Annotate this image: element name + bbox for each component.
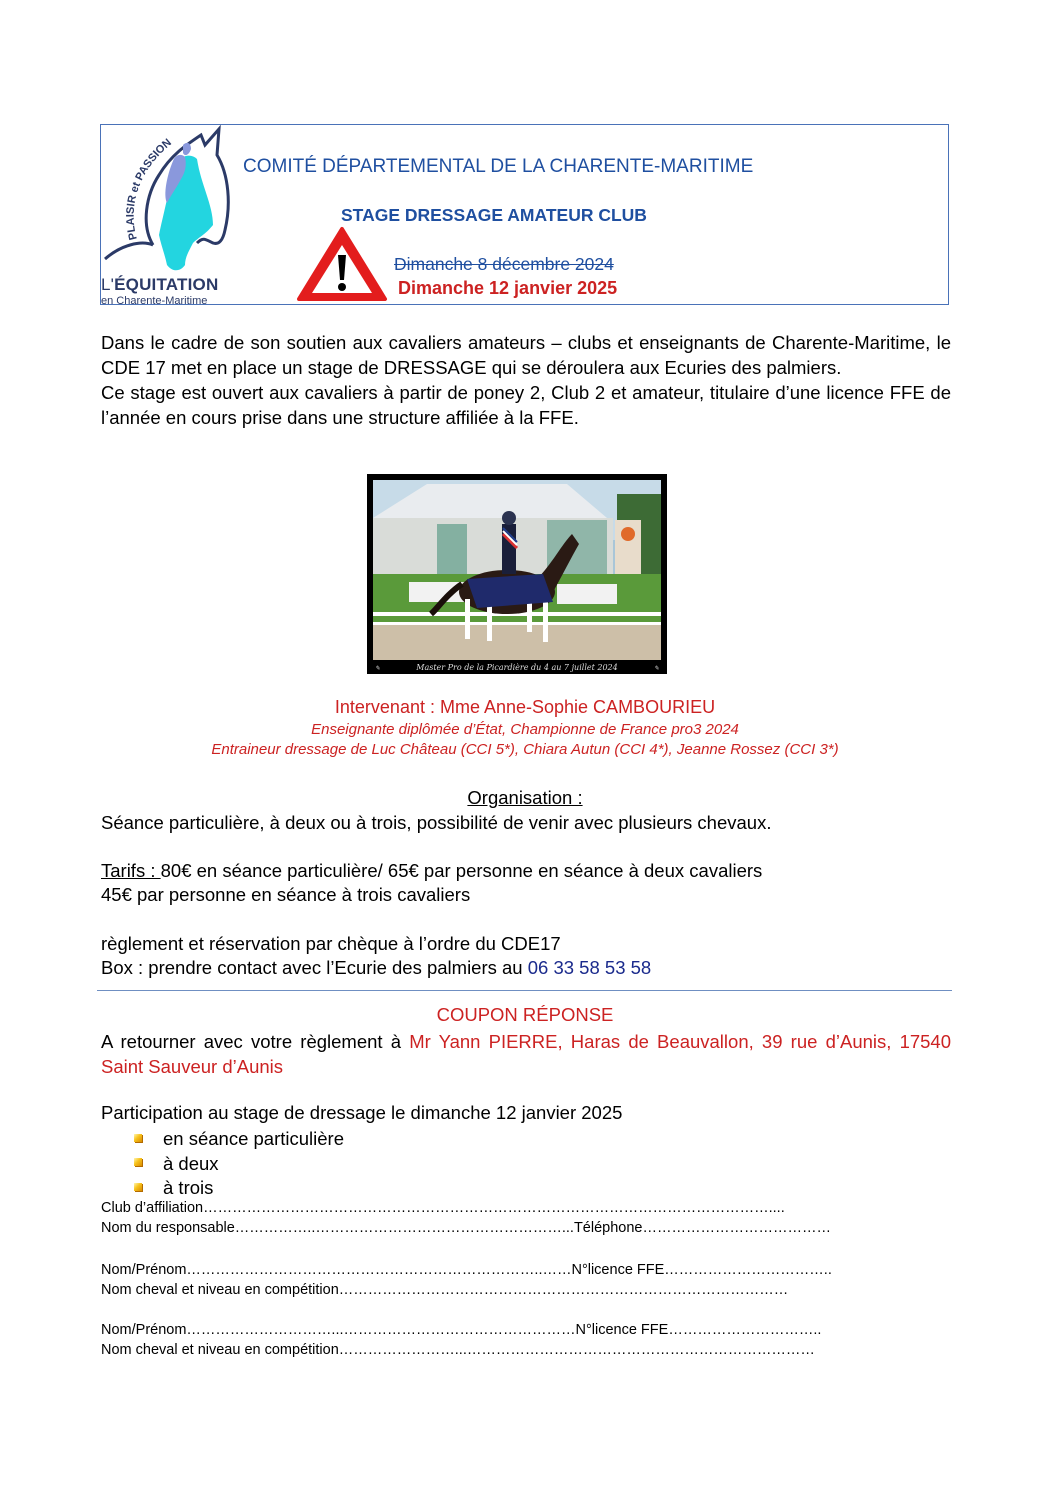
- return-text: A retourner avec votre règlement à: [101, 1031, 410, 1052]
- option-particuliere[interactable]: [134, 1127, 344, 1152]
- organisation-title: Organisation :: [467, 787, 583, 808]
- participation-text: Participation au stage de dressage le dimanche 12 janvier 2025: [101, 1102, 623, 1123]
- return-address: Mr Yann PIERRE, Haras de Beauvallon, 39 rue d’Aunis, 17540 Saint Sauveur d’Aunis: [101, 1031, 952, 1077]
- coupon-divider: [97, 990, 952, 991]
- old-date: Dimanche 8 décembre 2024: [394, 254, 614, 274]
- field-nom-prenom-2[interactable]: Nom/Prénom…………………………...…………………………………………N°licence FFE…………………………..: [101, 1322, 822, 1338]
- option-label: à deux: [163, 1152, 219, 1174]
- tarifs-text-1: 80€ en séance particulière/ 65€ par personne en séance à deux cavaliers: [160, 860, 763, 881]
- logo-arc-text: PLAISIR et PASSION: [124, 136, 174, 242]
- header-box: [100, 124, 949, 305]
- logo-title-main: ÉQUITATION: [114, 275, 219, 294]
- tarifs-label: Tarifs :: [101, 860, 161, 881]
- bullet-icon: [134, 1134, 142, 1142]
- intro-text: [101, 330, 951, 430]
- speaker-credential: Enseignante diplômée d’État, Championne de France pro3 2024: [311, 721, 739, 738]
- new-date: Dimanche 12 janvier 2025: [398, 278, 618, 298]
- option-deux[interactable]: [134, 1152, 344, 1177]
- warning-icon: [295, 225, 389, 303]
- horse-head-icon: [101, 125, 241, 275]
- logo-title-prefix: L': [101, 275, 115, 294]
- payment-text: règlement et réservation par chèque à l’ordre du CDE17: [101, 933, 561, 954]
- coupon-title: COUPON RÉPONSE: [436, 1004, 614, 1025]
- box-line: [101, 957, 651, 979]
- field-nom-prenom-1[interactable]: Nom/Prénom………………………………………………………………..……N°licence FFE……………………………..: [101, 1262, 832, 1278]
- logo: [101, 125, 241, 305]
- option-label: à trois: [163, 1177, 214, 1199]
- logo-title: [101, 275, 218, 295]
- field-responsable[interactable]: Nom du responsable……………..……………………………………………...Téléphone…………………………………: [101, 1220, 831, 1236]
- organisation-text: Séance particulière, à deux ou à trois, possibilité de venir avec plusieurs chevaux.: [101, 812, 772, 833]
- field-club[interactable]: Club d’affiliation………………………………………………………………………………………………………....: [101, 1200, 785, 1216]
- option-label: en séance particulière: [163, 1128, 344, 1150]
- tarifs-line-2: 45€ par personne en séance à trois cavaliers: [101, 884, 471, 905]
- box-text: Box : prendre contact avec l’Ecurie des palmiers au: [101, 957, 528, 978]
- photo-caption: Master Pro de la Picardière du 4 au 7 juillet 2024: [416, 663, 618, 672]
- participation-options: [134, 1127, 344, 1201]
- field-cheval-1[interactable]: Nom cheval et niveau en compétition…………………………………………………………………………………: [101, 1282, 789, 1298]
- field-cheval-2[interactable]: Nom cheval et niveau en compétition……………………...………………………………………………………………: [101, 1342, 815, 1358]
- bullet-icon: [134, 1183, 142, 1191]
- photo-signature-left: ✎: [375, 665, 381, 672]
- coupon-return: [101, 1029, 951, 1079]
- photo-signature-right: ✎: [653, 665, 659, 672]
- option-trois[interactable]: [134, 1176, 344, 1201]
- bullet-icon: [134, 1158, 142, 1166]
- box-phone[interactable]: 06 33 58 53 58: [527, 957, 652, 978]
- committee-title: COMITÉ DÉPARTEMENTAL DE LA CHARENTE-MARITIME: [243, 156, 754, 177]
- tarifs-line-1: [101, 860, 762, 882]
- speaker-name: Intervenant : Mme Anne-Sophie CAMBOURIEU: [334, 697, 716, 717]
- dressage-photo: [367, 474, 667, 674]
- logo-subtitle: en Charente-Maritime: [101, 295, 208, 307]
- photo-image: [367, 474, 667, 674]
- intro-paragraph-2: Ce stage est ouvert aux cavaliers à partir de poney 2, Club 2 et amateur, titulaire d’une licence FFE de l’année en cours prise dans une structure affiliée à la FFE.: [101, 382, 951, 428]
- intro-paragraph-1: Dans le cadre de son soutien aux cavaliers amateurs – clubs et enseignants de Charente-Maritime, le CDE 17 met en place un stage de DRESSAGE qui se déroulera aux Ecuries des palmiers.: [101, 332, 951, 378]
- stage-title: STAGE DRESSAGE AMATEUR CLUB: [341, 205, 647, 225]
- speaker-trainees: Entraineur dressage de Luc Château (CCI 5*), Chiara Autun (CCI 4*), Jeanne Rossez (CCI 3*): [211, 741, 839, 758]
